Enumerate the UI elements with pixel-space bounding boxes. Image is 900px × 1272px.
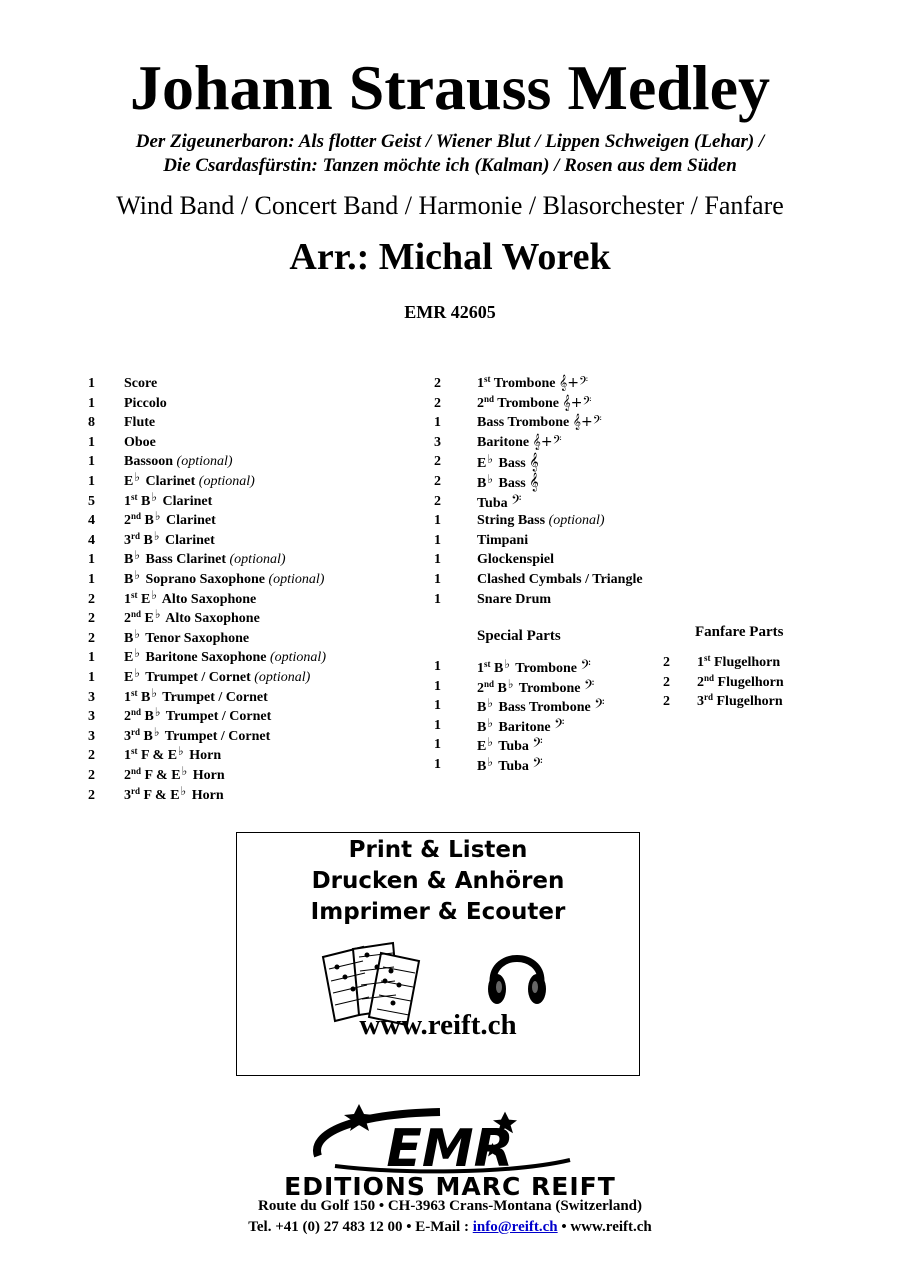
part-ordinal-suffix: nd [131, 707, 142, 718]
flat-icon: ♭ [154, 705, 161, 720]
part-key: B [141, 689, 151, 705]
flat-icon: ♭ [134, 568, 141, 582]
flat-icon: ♭ [487, 735, 494, 750]
part-name [124, 413, 155, 432]
part-instrument: Tenor Saxophone [145, 630, 250, 646]
part-quantity: 1 [88, 434, 95, 450]
part-quantity: 1 [88, 474, 95, 489]
part-name [124, 783, 224, 805]
part-instrument: Bass Clarinet [145, 552, 227, 568]
part-quantity: 2 [88, 611, 95, 627]
part-quantity: 5 [88, 493, 95, 509]
special-parts-heading: Special Parts [477, 628, 561, 644]
part-note: (optional) [269, 650, 326, 666]
flat-icon: ♭ [134, 548, 141, 563]
part-quantity: 2 [663, 674, 670, 690]
clef-icon: 𝄢 [511, 491, 522, 511]
parts-list-left [88, 374, 418, 814]
part-ordinal: 1 [477, 661, 484, 676]
part-ordinal-suffix: nd [704, 672, 715, 683]
part-ordinal-suffix: rd [131, 530, 140, 541]
part-quantity: 1 [434, 757, 441, 772]
part-name [124, 528, 215, 550]
part-quantity: 1 [434, 591, 441, 607]
clef-icon: 𝄞+𝄢 [562, 394, 592, 411]
part-name [124, 746, 221, 765]
part-name [477, 492, 521, 513]
part-instrument: Trumpet / Cornet [162, 689, 268, 705]
special-parts-list [434, 657, 674, 777]
headphones-icon [485, 941, 549, 1011]
part-ordinal-suffix: rd [704, 692, 713, 703]
part-quantity: 3 [88, 689, 95, 705]
part-instrument: Clarinet [145, 474, 196, 489]
part-ordinal: 1 [124, 591, 131, 607]
part-quantity: 2 [434, 474, 441, 489]
flat-icon: ♭ [134, 666, 141, 680]
part-name [124, 452, 233, 471]
part-name [477, 433, 562, 452]
part-instrument: Trombone [515, 661, 577, 676]
part-name [124, 394, 167, 413]
part-key: E [170, 787, 180, 803]
part-key: B [124, 552, 134, 568]
email-link[interactable]: info@reift.ch [472, 1219, 558, 1235]
part-name [124, 707, 271, 726]
part-key: E [141, 591, 151, 607]
part-instrument: Clarinet [165, 532, 215, 548]
clef-icon: 𝄞 [529, 452, 539, 472]
part-quantity: 1 [88, 552, 95, 568]
part-note: (optional) [176, 454, 233, 470]
clef-icon: 𝄢 [532, 735, 543, 755]
flat-icon: ♭ [153, 724, 160, 739]
part-name [124, 472, 255, 491]
publisher-address: Route du Golf 150 • CH-3963 Crans-Montana (Switzerland) [258, 1198, 642, 1214]
part-quantity: 1 [88, 376, 95, 391]
part-key: E [167, 748, 178, 764]
part-name [477, 696, 605, 717]
part-name [124, 511, 216, 530]
part-name [477, 657, 591, 678]
part-instrument: Horn [191, 787, 224, 803]
part-key: B [477, 719, 487, 735]
part-quantity: 2 [434, 493, 441, 509]
part-name [124, 668, 310, 687]
fanfare-parts-heading: Fanfare Parts [695, 624, 784, 640]
part-instrument: Alto Saxophone [165, 611, 260, 627]
emr-logo-text: EMR [386, 1119, 514, 1174]
part-ordinal-suffix: rd [131, 785, 140, 796]
part-note: (optional) [254, 670, 311, 685]
part-ordinal-suffix: nd [131, 766, 142, 776]
flat-icon: ♭ [134, 626, 141, 641]
part-ordinal-suffix: st [131, 491, 138, 502]
part-instrument: String Bass [477, 513, 546, 529]
part-instrument: Snare Drum [477, 591, 552, 607]
part-quantity: 1 [434, 513, 441, 529]
part-key: E [477, 739, 487, 755]
part-name [477, 374, 588, 393]
part-name [477, 394, 592, 413]
arranger: Arr.: Michal Worek [289, 236, 611, 278]
part-ordinal-suffix: nd [131, 511, 142, 522]
part-quantity: 1 [88, 395, 95, 411]
part-quantity: 1 [434, 659, 441, 674]
flat-icon: ♭ [487, 696, 494, 711]
part-quantity: 1 [88, 650, 95, 666]
part-instrument: Tuba [498, 739, 529, 755]
part-key: B [144, 513, 154, 529]
part-quantity: 4 [88, 532, 95, 548]
part-instrument: Bass [498, 476, 526, 491]
part-key: B [497, 680, 507, 696]
part-ordinal: 2 [477, 395, 484, 411]
part-instrument: Flugelhorn [717, 674, 784, 690]
part-instrument: Clarinet [162, 493, 213, 509]
part-instrument: Trumpet / Cornet [145, 670, 251, 685]
part-quantity: 3 [88, 728, 95, 744]
part-name [477, 716, 564, 737]
part-name [477, 570, 643, 589]
part-instrument: Bass Trombone [498, 700, 591, 716]
part-key: E [124, 474, 134, 489]
part-note: (optional) [548, 513, 605, 529]
part-quantity: 2 [434, 454, 441, 470]
part-prefix: F & [143, 787, 171, 803]
part-ordinal: 1 [124, 493, 131, 509]
part-name [477, 531, 528, 550]
flat-icon: ♭ [487, 755, 494, 769]
part-name [477, 755, 543, 776]
part-instrument: Baritone [477, 434, 530, 450]
part-name [124, 724, 271, 746]
flat-icon: ♭ [178, 744, 184, 759]
parts-list-middle [434, 374, 674, 614]
print-listen-box [236, 832, 640, 1076]
part-quantity: 1 [88, 454, 95, 470]
part-ordinal: 3 [124, 532, 131, 548]
part-quantity: 3 [434, 434, 441, 450]
part-name [477, 590, 551, 609]
part-instrument: Bass Trombone [477, 415, 570, 431]
part-ordinal: 3 [697, 694, 704, 710]
part-key: E [477, 456, 487, 472]
promo-line-2: Drucken & Anhören [311, 868, 565, 894]
part-key: B [494, 661, 504, 676]
part-name [477, 452, 539, 473]
part-note: (optional) [268, 572, 325, 587]
part-quantity: 1 [434, 698, 441, 714]
part-instrument: Trombone [518, 680, 581, 696]
part-quantity: 2 [88, 591, 95, 607]
part-ordinal-suffix: nd [484, 393, 495, 404]
part-instrument: Trumpet / Cornet [164, 728, 271, 744]
part-name [124, 609, 260, 628]
part-name [697, 692, 783, 711]
part-quantity: 3 [88, 709, 95, 725]
part-ordinal: 2 [124, 768, 131, 783]
part-quantity: 1 [434, 737, 441, 753]
part-key: B [143, 532, 153, 548]
part-quantity: 1 [434, 678, 441, 694]
part-key: B [124, 572, 134, 587]
part-instrument: Horn [189, 748, 222, 764]
part-quantity: 2 [88, 630, 95, 646]
flat-icon: ♭ [504, 657, 511, 671]
part-key: B [477, 759, 487, 774]
part-ordinal-suffix: st [704, 653, 711, 663]
flat-icon: ♭ [153, 528, 160, 543]
part-instrument: Clarinet [166, 513, 216, 529]
part-instrument: Piccolo [124, 395, 167, 411]
part-name [477, 550, 554, 569]
part-name [124, 648, 326, 667]
flat-icon: ♭ [134, 646, 141, 661]
part-quantity: 2 [88, 748, 95, 764]
clef-icon: 𝄢 [580, 657, 591, 676]
part-key: B [143, 728, 153, 744]
part-quantity: 8 [88, 415, 95, 431]
clef-icon: 𝄢 [584, 676, 595, 696]
flat-icon: ♭ [154, 509, 161, 524]
part-instrument: Clashed Cymbals / Triangle [477, 572, 643, 587]
part-quantity: 1 [88, 572, 95, 587]
part-note: (optional) [229, 552, 286, 568]
part-instrument: Horn [192, 768, 225, 783]
publisher-contact: Tel. +41 (0) 27 483 12 00 • E-Mail : info@reift.ch • www.reift.ch [248, 1219, 652, 1235]
flat-icon: ♭ [181, 764, 188, 778]
part-name [124, 685, 268, 707]
part-quantity: 2 [88, 787, 95, 803]
part-quantity: 1 [434, 572, 441, 587]
part-instrument: Baritone [498, 719, 551, 735]
part-name [124, 587, 257, 609]
part-name [124, 489, 213, 511]
part-instrument: Flugelhorn [716, 694, 783, 710]
part-ordinal-suffix: nd [484, 678, 495, 689]
part-ordinal: 3 [124, 787, 131, 803]
part-quantity: 1 [434, 717, 441, 733]
part-quantity: 2 [663, 655, 670, 670]
part-name [124, 626, 250, 648]
part-name [477, 511, 605, 530]
part-note: (optional) [198, 474, 255, 489]
flat-icon: ♭ [134, 470, 141, 484]
part-ordinal-suffix: st [131, 746, 138, 757]
part-ordinal: 2 [124, 611, 131, 627]
clef-icon: 𝄢 [594, 696, 605, 716]
catalog-number: EMR 42605 [404, 302, 496, 322]
part-ordinal: 1 [697, 655, 704, 670]
part-instrument: Tuba [498, 759, 529, 774]
part-instrument: Oboe [124, 434, 156, 450]
part-instrument: Bassoon [124, 454, 174, 470]
part-instrument: Trumpet / Cornet [165, 709, 272, 725]
flat-icon: ♭ [507, 676, 514, 691]
page-title: Johann Strauss Medley [129, 52, 771, 123]
part-instrument: Timpani [477, 532, 529, 548]
part-prefix: F & [141, 748, 168, 764]
part-instrument: Score [124, 376, 158, 391]
part-name [697, 653, 780, 672]
part-ordinal-suffix: st [484, 659, 491, 669]
part-key: E [124, 650, 134, 666]
part-name [124, 550, 286, 569]
part-quantity: 1 [434, 415, 441, 431]
subtitle-line-2: Die Csardasfürstin: Tanzen möchte ich (Kalman) / Rosen aus dem Süden [163, 155, 737, 176]
promo-line-1: Print & Listen [348, 837, 528, 863]
flat-icon: ♭ [180, 783, 187, 798]
flat-icon: ♭ [151, 489, 158, 504]
part-instrument: Flugelhorn [714, 655, 781, 670]
part-quantity: 2 [434, 376, 441, 391]
part-instrument: Baritone Saxophone [145, 650, 267, 666]
part-name [477, 735, 543, 756]
promo-url[interactable]: www.reift.ch [359, 1009, 517, 1041]
part-quantity: 1 [434, 552, 441, 568]
flat-icon: ♭ [151, 587, 158, 602]
part-instrument: Bass [498, 456, 526, 472]
part-key: E [144, 611, 154, 627]
part-instrument: Alto Saxophone [161, 591, 257, 607]
part-key: E [124, 670, 134, 685]
part-instrument: Trombone [497, 395, 559, 411]
part-key: E [171, 768, 181, 783]
clef-icon: 𝄞+𝄢 [558, 375, 588, 391]
part-key: B [477, 700, 487, 716]
part-ordinal-suffix: nd [131, 609, 142, 620]
part-ordinal: 3 [124, 728, 131, 744]
part-name [124, 433, 156, 452]
subtitle-line-1: Der Zigeunerbaron: Als flotter Geist / Wiener Blut / Lippen Schweigen (Lehar) / [135, 131, 765, 152]
part-quantity: 1 [88, 670, 95, 685]
subtitle [0, 130, 900, 178]
part-ordinal-suffix: rd [131, 726, 140, 737]
promo-line-3: Imprimer & Ecouter [310, 899, 566, 925]
part-ordinal: 1 [477, 376, 484, 391]
part-instrument: Trombone [493, 376, 556, 391]
flat-icon: ♭ [487, 472, 494, 486]
part-name [124, 766, 225, 785]
clef-icon: 𝄢 [532, 755, 543, 774]
flat-icon: ♭ [154, 607, 161, 622]
part-ordinal: 2 [124, 709, 131, 725]
part-instrument: Tuba [477, 495, 508, 511]
part-name [124, 570, 324, 589]
fanfare-parts-list [663, 653, 863, 713]
part-quantity: 2 [663, 694, 670, 710]
flat-icon: ♭ [487, 715, 494, 730]
clef-icon: 𝄞+𝄢 [532, 433, 562, 450]
part-key: B [144, 709, 154, 725]
part-ordinal: 1 [124, 689, 131, 705]
part-name [697, 673, 784, 692]
part-ordinal: 2 [697, 674, 704, 690]
part-prefix: F & [144, 768, 172, 783]
part-key: B [141, 493, 151, 509]
part-ordinal-suffix: st [131, 589, 138, 600]
clef-icon: 𝄢 [554, 715, 565, 735]
clef-icon: 𝄞+𝄢 [572, 414, 602, 431]
part-instrument: Flute [124, 415, 156, 431]
flat-icon: ♭ [151, 685, 158, 700]
part-name [477, 413, 602, 432]
part-instrument: Soprano Saxophone [145, 572, 265, 587]
part-key: B [124, 630, 134, 646]
clef-icon: 𝄞 [529, 472, 539, 491]
ensemble-line: Wind Band / Concert Band / Harmonie / Blasorchester / Fanfare [116, 191, 784, 220]
part-quantity: 1 [434, 532, 441, 548]
part-ordinal: 2 [124, 513, 131, 529]
part-ordinal: 1 [124, 748, 131, 764]
part-ordinal-suffix: st [131, 687, 138, 698]
part-key: B [477, 476, 487, 491]
part-ordinal-suffix: st [484, 374, 491, 384]
part-ordinal: 2 [477, 680, 484, 696]
flat-icon: ♭ [487, 452, 494, 467]
part-name [477, 472, 539, 493]
part-name [124, 374, 157, 393]
part-quantity: 2 [434, 395, 441, 411]
publisher-name: EDITIONS MARC REIFT [284, 1172, 616, 1201]
part-quantity: 2 [88, 768, 95, 783]
part-quantity: 4 [88, 513, 95, 529]
part-instrument: Glockenspiel [477, 552, 555, 568]
part-name [477, 677, 594, 698]
